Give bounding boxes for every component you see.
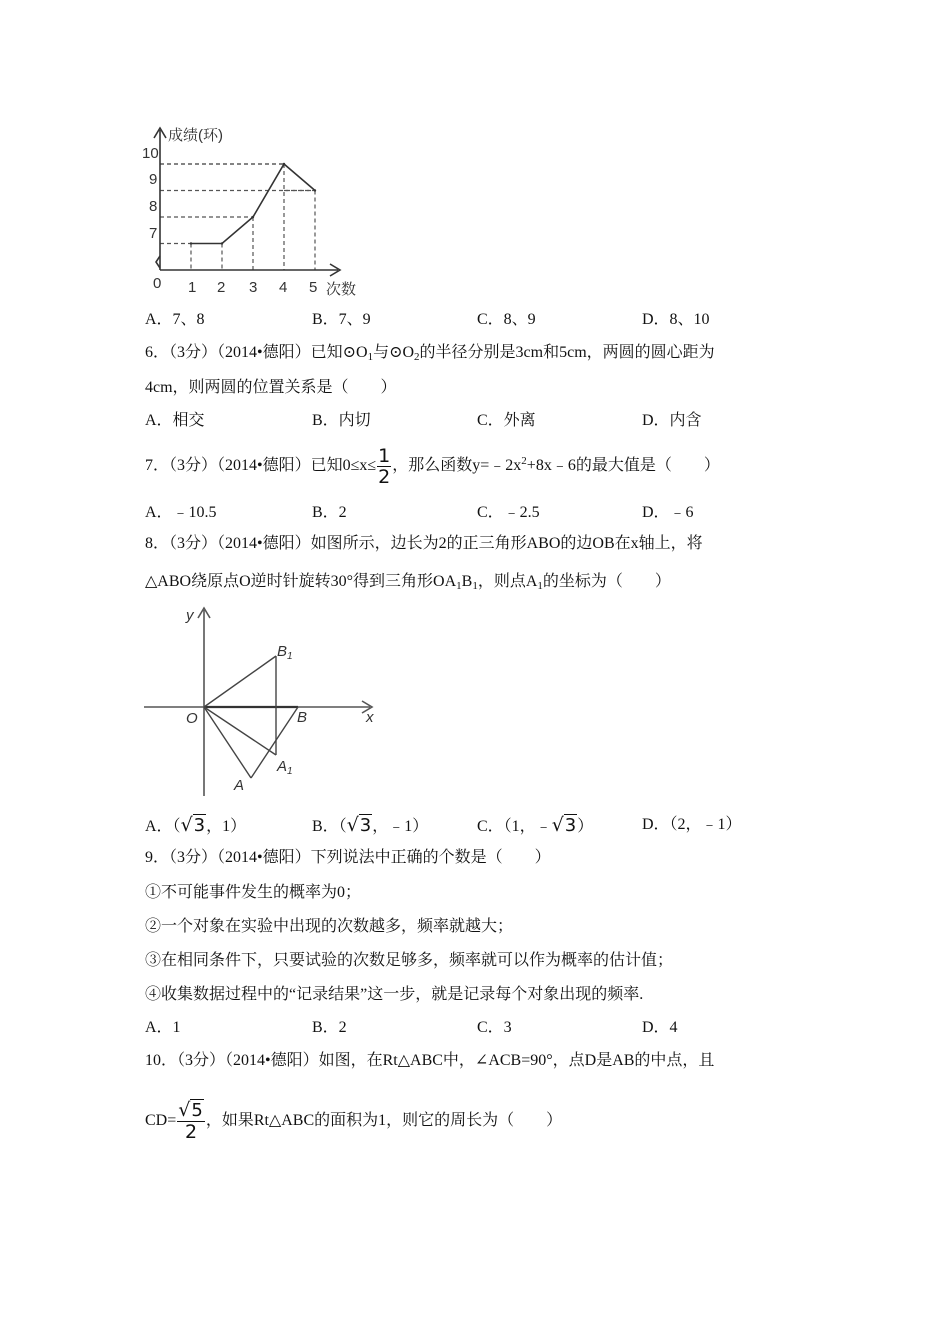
data-point	[314, 189, 316, 191]
x-tick-label: 1	[188, 279, 197, 296]
q5-option-b[interactable]: B．7、9	[312, 311, 371, 328]
q6-option-c[interactable]: C．外离	[477, 412, 536, 429]
q7-option-a[interactable]: A．﹣10.5	[145, 504, 217, 521]
data-point	[252, 216, 254, 218]
score-line-chart	[140, 120, 370, 302]
q8-option-a[interactable]: A．（√3，1）	[145, 814, 247, 836]
x-axis-label: 次数	[326, 281, 357, 298]
data-point	[283, 163, 285, 165]
q6-option-a[interactable]: A．相交	[145, 412, 205, 429]
label-a: A	[234, 777, 245, 794]
x-tick-label: 2	[217, 279, 226, 296]
q8-option-d[interactable]: D．（2，﹣1）	[642, 816, 742, 833]
segment-ob1	[204, 656, 276, 707]
q6-option-d[interactable]: D．内含	[642, 412, 702, 429]
q7-stem: 7．（3分）（2014•德阳）已知0≤x≤ $\frac{1}{2}$ ，那么函数$y=﹣2x^2+8x﹣6$的最大值是（ ）	[145, 445, 720, 488]
q7-fraction: $\frac{1}{2}$	[378, 445, 391, 488]
label-a1: $A_1$	[277, 758, 293, 777]
q10-stem-line2: CD= $\frac{√5}{2}$ ，如果Rt△ABC的面积为1，则它的周长为（ ）	[145, 1099, 563, 1144]
y-tick-label: 10	[142, 145, 159, 162]
sqrt-expression: √3	[180, 814, 206, 836]
q10-fraction: $\frac{√5}{2}$	[178, 1099, 203, 1144]
y-tick-label: 8	[149, 198, 158, 215]
q9-option-c[interactable]: C．3	[477, 1019, 512, 1036]
q7-option-b[interactable]: B．2	[312, 504, 347, 521]
rotated-triangle-figure	[140, 600, 385, 800]
q7-option-d[interactable]: D．﹣6	[642, 504, 694, 521]
sqrt-expression: √3	[346, 814, 372, 836]
sqrt-expression: √3	[551, 814, 577, 836]
q8-option-b[interactable]: B．（√3，﹣1）	[312, 814, 429, 836]
segment-oa	[204, 707, 251, 778]
q5-option-d[interactable]: D．8、10	[642, 311, 710, 328]
y-axis-label: 成绩(环)	[168, 127, 223, 144]
q10-stem: 10．（3分）（2014•德阳）如图，在Rt△ABC中，∠ACB=90°，点D是AB的中点，且	[145, 1052, 715, 1069]
label-b: B	[297, 709, 308, 726]
q6-stem-line2: 4cm，则两圆的位置关系是（ ）	[145, 379, 397, 396]
y-tick-label: 9	[149, 171, 158, 188]
x-tick-label: 5	[309, 279, 318, 296]
label-o: O	[186, 710, 198, 727]
data-point	[190, 242, 192, 244]
q7-option-c[interactable]: C．﹣2.5	[477, 504, 540, 521]
label-x: x	[366, 709, 374, 726]
q6-stem: 6．（3分）（2014•德阳）已知$⊙O_1$与$⊙O_2$的半径分别是3cm和5cm，两圆的圆心距为	[145, 344, 715, 363]
q8-stem-line2: △ABO绕原点O逆时针旋转30°得到三角形$OA_1B_1$，则点$A_1$的坐标为（ ）	[145, 573, 671, 592]
x-tick-label: 3	[249, 279, 258, 296]
q9-statement-3: ③在相同条件下，只要试验的次数足够多，频率就可以作为概率的估计值；	[145, 952, 674, 969]
label-b1: $B_1$	[277, 643, 293, 662]
y-tick-label: 7	[149, 225, 158, 242]
q8-stem: 8．（3分）（2014•德阳）如图所示，边长为2的正三角形ABO的边OB在x轴上，将	[145, 535, 703, 552]
label-y: y	[186, 607, 194, 624]
q8-option-c[interactable]: C．（1，﹣√3）	[477, 814, 594, 836]
q5-option-a[interactable]: A．7、8	[145, 311, 205, 328]
q9-option-a[interactable]: A．1	[145, 1019, 181, 1036]
q9-stem: 9．（3分）（2014•德阳）下列说法中正确的个数是（ ）	[145, 849, 551, 866]
data-point	[221, 242, 223, 244]
q6-option-b[interactable]: B．内切	[312, 412, 371, 429]
q9-statement-2: ②一个对象在实验中出现的次数越多，频率就越大；	[145, 918, 514, 935]
segment-oa1	[204, 707, 276, 755]
x-tick-label: 4	[279, 279, 288, 296]
q9-statement-4: ④收集数据过程中的“记录结果”这一步，就是记录每个对象出现的频率.	[145, 986, 644, 1003]
q9-option-d[interactable]: D．4	[642, 1019, 678, 1036]
origin-label: 0	[153, 275, 162, 292]
q9-option-b[interactable]: B．2	[312, 1019, 347, 1036]
q5-option-c[interactable]: C．8、9	[477, 311, 536, 328]
q9-statement-1: ①不可能事件发生的概率为0；	[145, 884, 362, 901]
